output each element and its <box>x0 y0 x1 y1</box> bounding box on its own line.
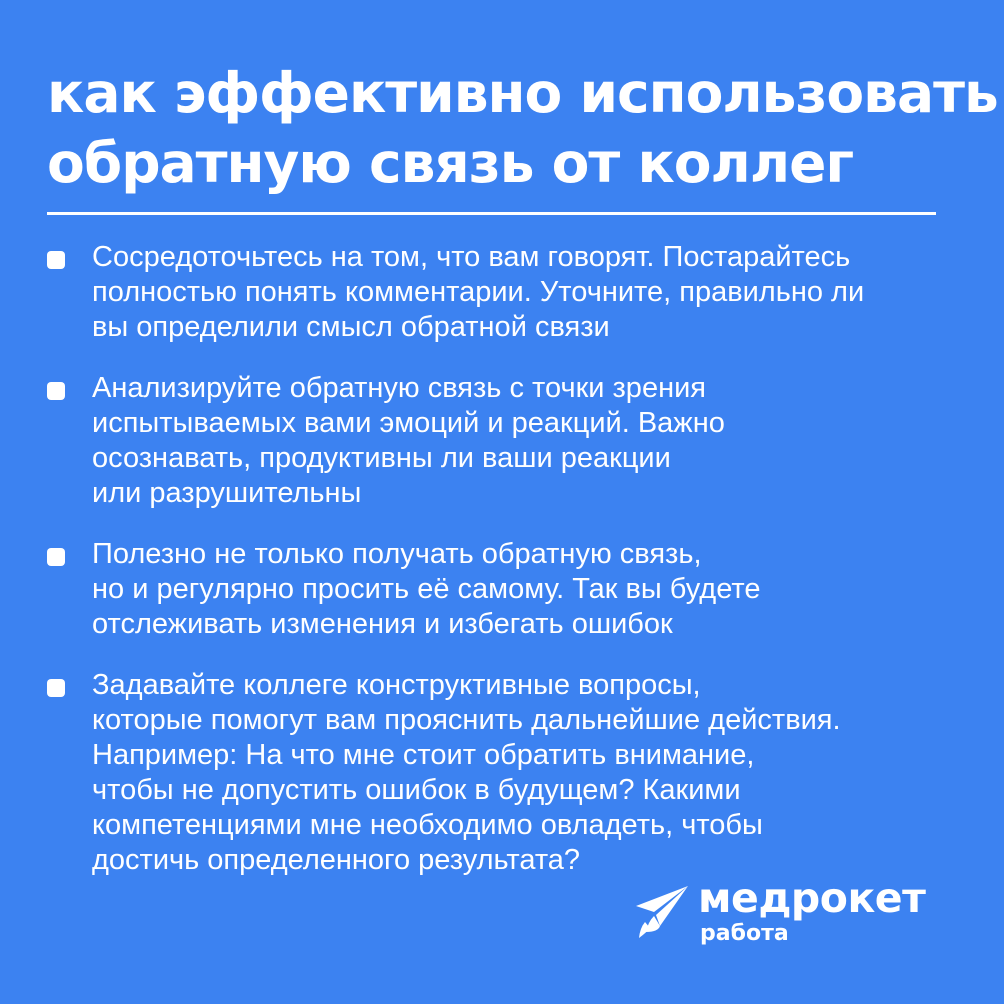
page-title <box>47 58 998 198</box>
brand-name: медрокет <box>698 874 926 922</box>
tip-line: или разрушительны <box>92 477 362 509</box>
tip-line: достичь определенного результата? <box>92 844 581 876</box>
bullet-square-icon <box>47 382 65 400</box>
brand-logo <box>630 874 970 958</box>
tip-line: Задавайте коллеге конструктивные вопросы, <box>92 669 701 701</box>
bullet-square-icon <box>47 679 65 697</box>
tip-line: Анализируйте обратную связь с точки зрения <box>92 372 706 404</box>
tip-item-3 <box>47 537 967 642</box>
title-line-2: обратную связь от коллег <box>47 131 854 195</box>
tip-line: Полезно не только получать обратную связь, <box>92 538 702 570</box>
tip-line: испытываемых вами эмоций и реакций. Важно <box>92 407 725 439</box>
bullet-square-icon <box>47 548 65 566</box>
tip-item-1 <box>47 240 967 345</box>
tip-item-4 <box>47 668 967 878</box>
title-line-1: как эффективно использовать <box>47 61 998 125</box>
title-divider <box>47 212 936 215</box>
tip-line: отслеживать изменения и избегать ошибок <box>92 608 673 640</box>
tip-line: но и регулярно просить её самому. Так вы будете <box>92 573 761 605</box>
tip-line: Например: На что мне стоит обратить внимание, <box>92 739 755 771</box>
tip-line: осознавать, продуктивны ли ваши реакции <box>92 442 671 474</box>
tip-line: которые помогут вам прояснить дальнейшие действия. <box>92 704 841 736</box>
tip-line: Сосредоточьтесь на том, что вам говорят. Постарайтесь <box>92 241 851 273</box>
tip-line: чтобы не допустить ошибок в будущем? Какими <box>92 774 741 806</box>
tip-item-2 <box>47 371 967 511</box>
tips-list <box>47 240 967 904</box>
tip-line: полностью понять комментарии. Уточните, правильно ли <box>92 276 865 308</box>
brand-subtitle: работа <box>700 921 789 946</box>
bullet-square-icon <box>47 251 65 269</box>
tip-line: компетенциями мне необходимо овладеть, чтобы <box>92 809 763 841</box>
rocket-icon <box>630 882 692 944</box>
tip-line: вы определили смысл обратной связи <box>92 311 610 343</box>
